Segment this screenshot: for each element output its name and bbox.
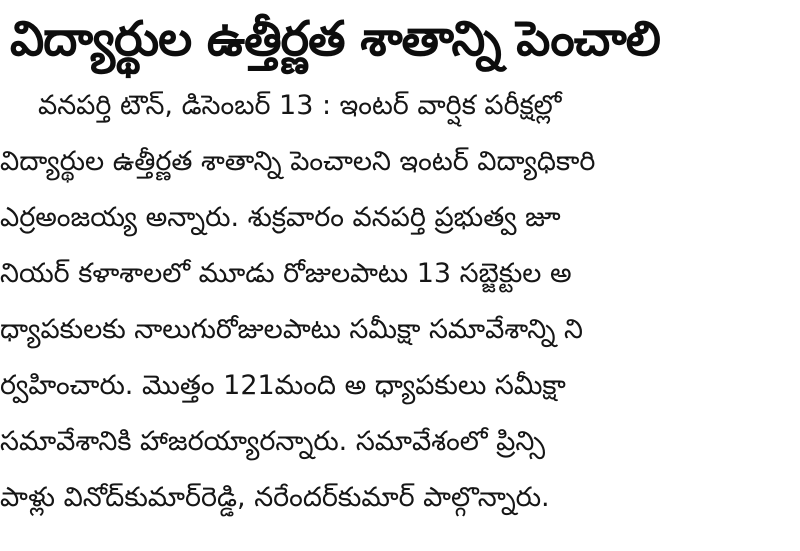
article-headline: విద్యార్థుల ఉత్తీర్ణత శాతాన్ని పెంచాలి bbox=[10, 11, 660, 67]
article-line: సమావేశానికి హాజరయ్యారన్నారు. సమావేశంలో ప్రిన్సి bbox=[0, 426, 546, 457]
article-line: ర్వహించారు. మొత్తం 121మంది అ ధ్యాపకులు సమీక్షా bbox=[0, 370, 566, 401]
article-line: వనపర్తి టౌన్, డిసెంబర్ 13 : ఇంటర్ వార్షిక పరీక్షల్లో bbox=[38, 90, 562, 121]
article-line: ఎర్రఅంజయ్య అన్నారు. శుక్రవారం వనపర్తి ప్రభుత్వ జూ bbox=[0, 202, 561, 233]
article-line: పాళ్లు వినోద్‌కుమార్‌రెడ్డి, నరేందర్‌కుమార్ పాల్గొన్నారు. bbox=[0, 482, 550, 513]
article-line: విద్యార్థుల ఉత్తీర్ణత శాతాన్ని పెంచాలని ఇంటర్ విద్యాధికారి bbox=[0, 146, 596, 177]
article-line: నియర్ కళాశాలలో మూడు రోజులపాటు 13 సబ్జెక్టుల అ bbox=[0, 258, 572, 289]
article-body bbox=[0, 78, 800, 526]
article-line: ధ్యాపకులకు నాలుగురోజులపాటు సమీక్షా సమావేశాన్ని ని bbox=[0, 314, 583, 345]
